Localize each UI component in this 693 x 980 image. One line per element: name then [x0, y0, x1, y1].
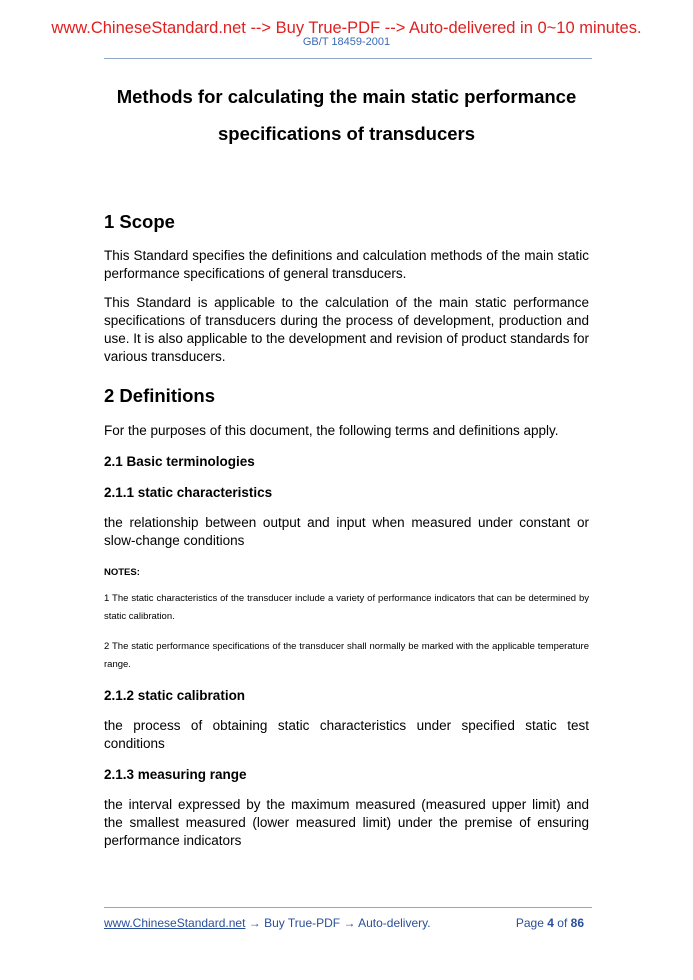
term-static-characteristics-heading: 2.1.1 static characteristics — [104, 485, 273, 500]
basic-terminologies-heading: 2.1 Basic terminologies — [104, 454, 255, 469]
term-static-calibration-text: the process of obtaining static characteristics under specified static test conditions — [104, 718, 589, 751]
term-measuring-range-text: the interval expressed by the maximum measured (measured upper limit) and the smallest measured (lower measured limit) under the premise of ensuring performance indicators — [104, 797, 589, 848]
of-word: of — [557, 916, 568, 930]
title-line-2: specifications of transducers — [217, 123, 476, 144]
term-static-calibration-heading: 2.1.2 static calibration — [104, 688, 246, 703]
page-number: 4 — [547, 916, 554, 930]
note-1: 1 The static characteristics of the transducer include a variety of performance indicators that can be determined by static calibration. — [104, 593, 589, 622]
scope-paragraph-1: This Standard specifies the definitions and calculation methods of the main static performance specifications of general transducers. — [104, 248, 589, 281]
note-2: 2 The static performance specifications of the transducer shall normally be marked with the applicable temperature range. — [104, 641, 589, 670]
scope-paragraph-2: This Standard is applicable to the calculation of the main static performance specifications of transducers during the process of development, production and use. It is also applicable to the development and revision of product standards for various transducers. — [104, 295, 589, 364]
page-indicator — [516, 916, 584, 930]
notes-label: NOTES: — [104, 567, 140, 578]
scope-heading: 1 Scope — [104, 211, 175, 232]
term-measuring-range-heading: 2.1.3 measuring range — [104, 767, 247, 782]
footer-site-link[interactable]: www.ChineseStandard.net — [104, 916, 246, 930]
footer-divider — [104, 907, 592, 908]
page-total: 86 — [570, 916, 584, 930]
definitions-heading: 2 Definitions — [104, 385, 216, 406]
document-body — [104, 80, 589, 850]
document-title — [104, 80, 589, 151]
footer-store-link[interactable] — [104, 916, 431, 930]
header-divider — [104, 58, 592, 59]
footer-link-text[interactable]: → Buy True-PDF → Auto-delivery. — [245, 916, 431, 930]
title-line-1: Methods for calculating the main static performance — [116, 86, 577, 107]
standard-code: GB/T 18459-2001 — [302, 36, 391, 48]
page-word: Page — [515, 916, 544, 930]
definitions-intro: For the purposes of this document, the following terms and definitions apply. — [104, 423, 559, 438]
term-static-characteristics-text: the relationship between output and input when measured under constant or slow-change conditions — [104, 515, 589, 548]
promo-banner[interactable]: www.ChineseStandard.net --> Buy True-PDF --> Auto-delivered in 0~10 minutes. — [51, 19, 642, 37]
